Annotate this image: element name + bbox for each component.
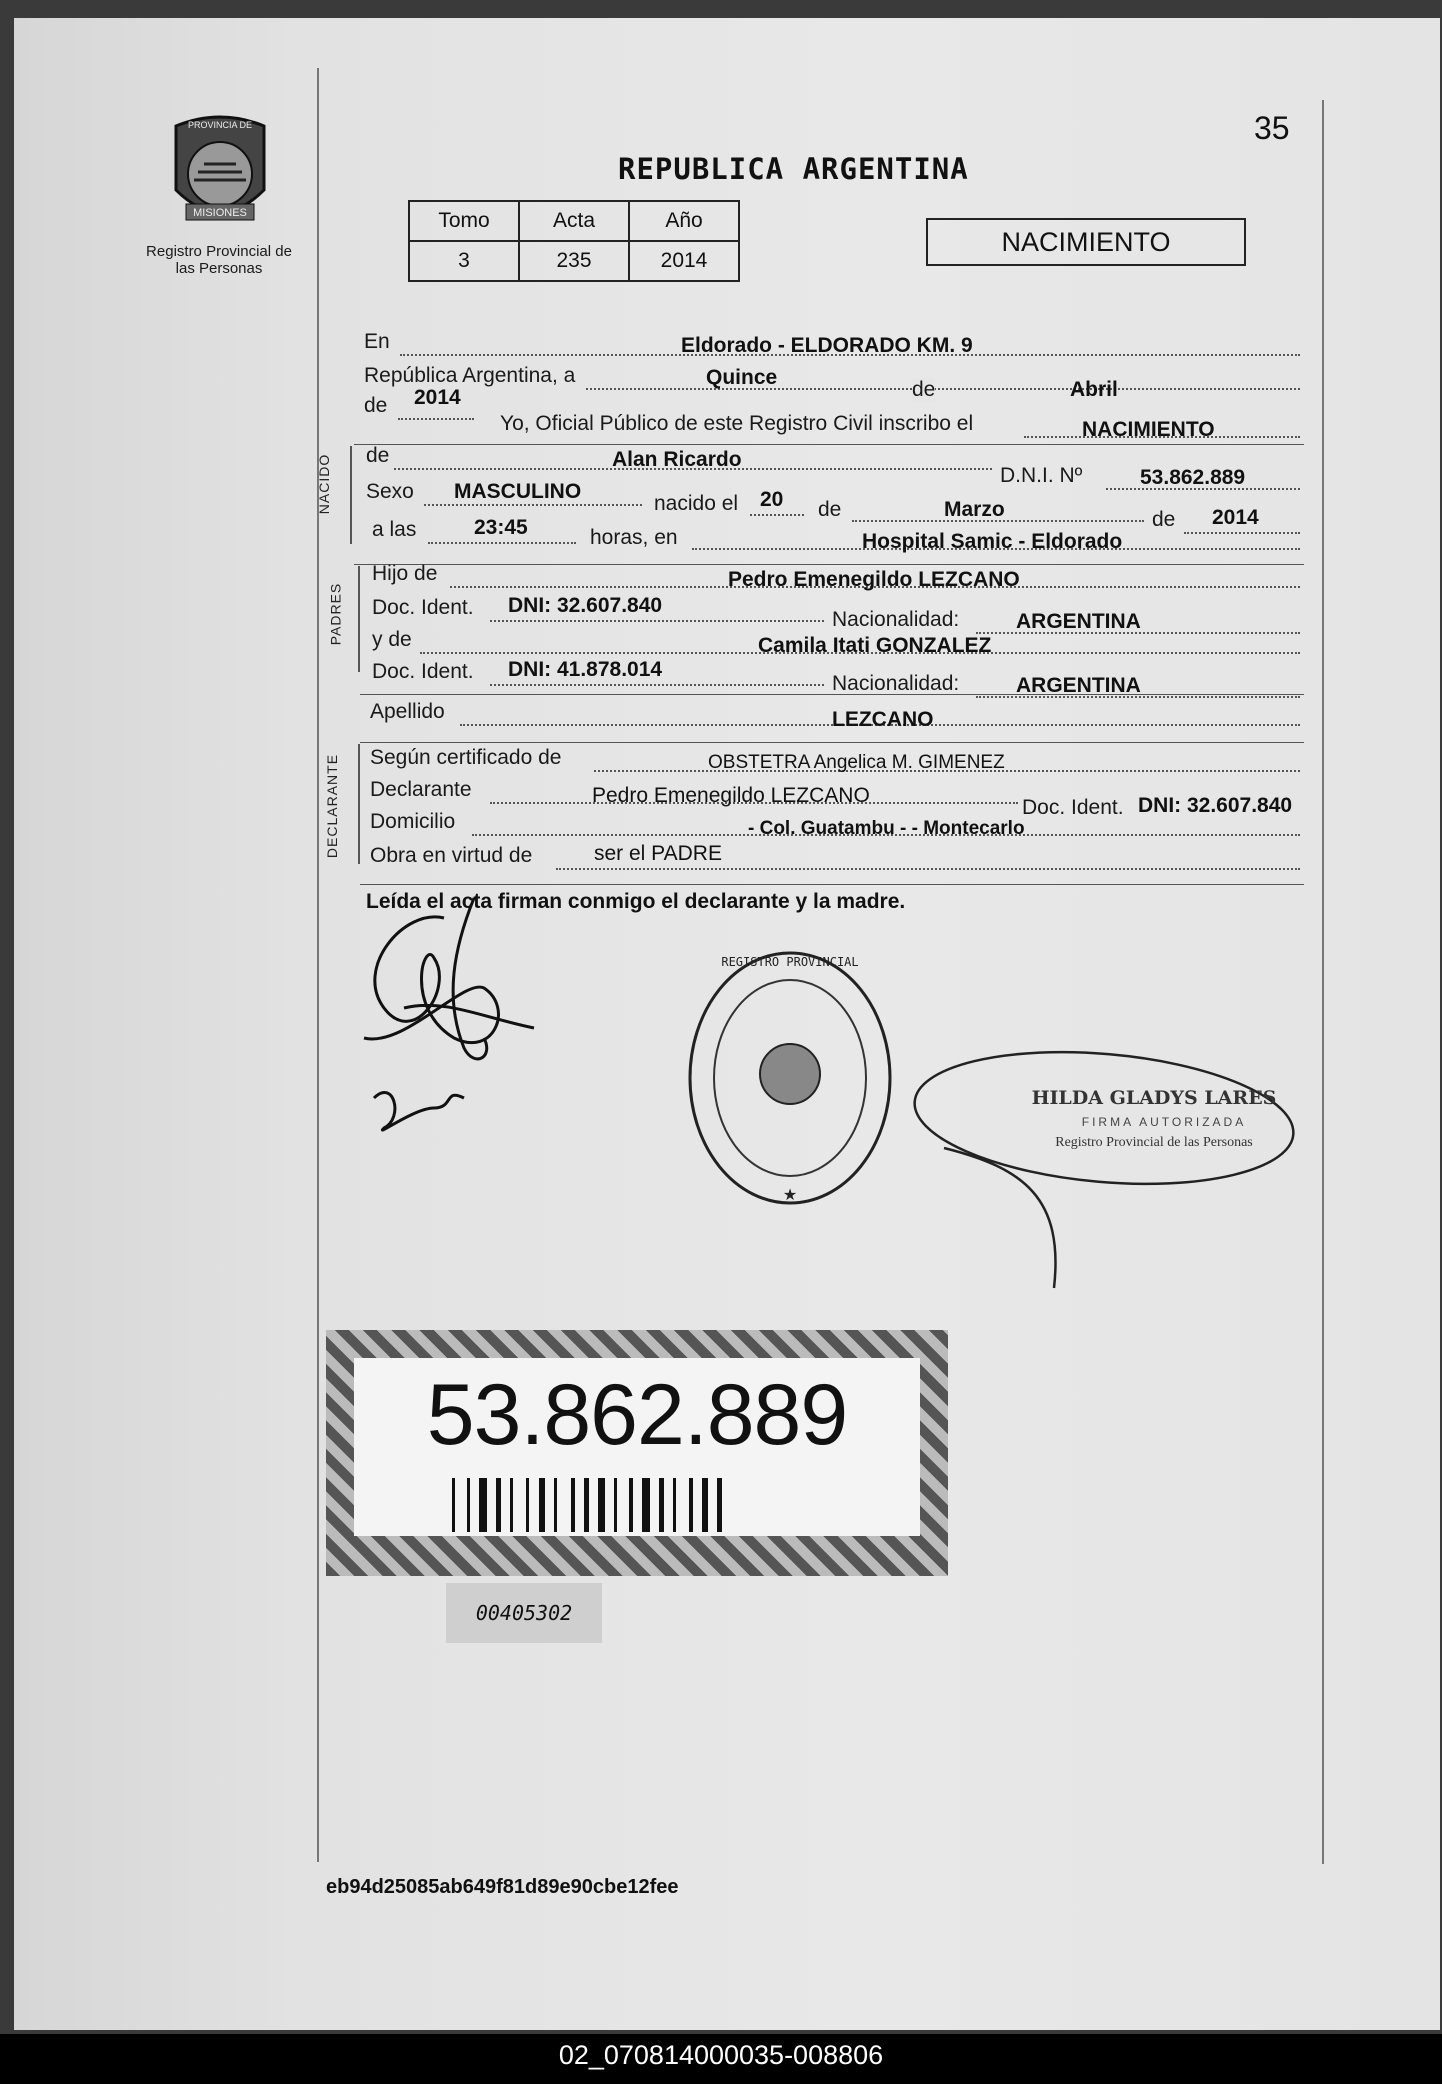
yo-text: Yo, Oficial Público de este Registro Civil inscribo el	[500, 412, 974, 435]
svg-text:Registro Provincial de las Per: Registro Provincial de las Personas	[1055, 1135, 1253, 1150]
sexo-label: Sexo	[366, 480, 414, 503]
intro-place: Eldorado - ELDORADO KM. 9	[681, 334, 973, 357]
mother-nat-label: Nacionalidad:	[832, 672, 960, 695]
hijo-de-label: Hijo de	[372, 562, 438, 585]
left-margin-line	[317, 68, 319, 1862]
mother-doc-label: Doc. Ident.	[372, 660, 474, 683]
closing-statement: Leída el acta firman conmigo el declarante y la madre.	[366, 890, 906, 913]
apellido-label: Apellido	[370, 700, 445, 723]
intro-de2-label: de	[364, 394, 388, 417]
father-name: Pedro Emenegildo LEZCANO	[728, 568, 1020, 591]
svg-text:★: ★	[782, 1187, 798, 1204]
right-margin-line	[1322, 100, 1324, 1864]
birth-de-label-2: de	[1152, 508, 1176, 531]
birth-time: 23:45	[474, 516, 528, 539]
intro-year: 2014	[414, 386, 461, 409]
document-page	[14, 18, 1440, 2030]
padres-side-label: PADRES	[327, 582, 344, 646]
child-sexo: MASCULINO	[454, 480, 582, 503]
father-nat-label: Nacionalidad:	[832, 608, 960, 631]
acta-value: 235	[519, 241, 629, 281]
declarante-label: Declarante	[370, 778, 472, 801]
nacido-de-label: de	[366, 444, 390, 467]
dni-label: D.N.I. Nº	[1000, 464, 1083, 487]
tomo-header: Tomo	[409, 201, 519, 241]
inscription-type: NACIMIENTO	[1082, 418, 1215, 441]
birth-place: Hospital Samic - Eldorado	[862, 530, 1123, 553]
tomo-value: 3	[409, 241, 519, 281]
document-type-box: NACIMIENTO	[926, 218, 1246, 266]
mother-nationality: ARGENTINA	[1016, 674, 1141, 697]
declarante-doc: DNI: 32.607.840	[1138, 794, 1293, 817]
declarante-side-label: DECLARANTE	[324, 753, 341, 859]
father-doc: DNI: 32.607.840	[508, 594, 663, 617]
logo-caption: Registro Provincial de las Personas	[146, 243, 292, 277]
y-de-label: y de	[372, 628, 412, 651]
declarante-value: Pedro Emenegildo LEZCANO	[592, 784, 870, 807]
child-dni: 53.862.889	[1140, 466, 1246, 489]
declarant-signature	[344, 888, 564, 1148]
obra-value: ser el PADRE	[594, 842, 722, 865]
barcode-number: 53.862.889	[426, 1367, 848, 1463]
svg-text:HILDA GLADYS LARES: HILDA GLADYS LARES	[1031, 1087, 1277, 1109]
domicilio-label: Domicilio	[370, 810, 456, 833]
child-name: Alan Ricardo	[612, 448, 742, 471]
misiones-crest-logo	[158, 108, 282, 258]
father-doc-label: Doc. Ident.	[372, 596, 474, 619]
file-identifier-footer: 02_070814000035-008806	[0, 2034, 1442, 2084]
dni-barcode-label	[326, 1330, 948, 1576]
nacido-el-label: nacido el	[654, 492, 739, 515]
svg-text:FIRMA AUTORIZADA: FIRMA AUTORIZADA	[1081, 1115, 1247, 1129]
alas-label: a las	[372, 518, 417, 541]
document-hash: eb94d25085ab649f81d89e90cbe12fee	[326, 1876, 679, 1898]
barcode-bars	[450, 1478, 826, 1532]
page-number: 35	[1254, 110, 1290, 146]
en-label: En	[364, 330, 390, 353]
father-nationality: ARGENTINA	[1016, 610, 1141, 633]
svg-text:MISIONES: MISIONES	[193, 207, 247, 219]
mother-name: Camila Itati GONZALEZ	[758, 634, 992, 657]
horas-label: horas, en	[590, 526, 678, 549]
birth-day: 20	[760, 488, 784, 511]
nacido-side-label: NACIDO	[316, 453, 333, 515]
declarante-doc-label: Doc. Ident.	[1022, 796, 1124, 819]
anio-header: Año	[629, 201, 739, 241]
tomo-acta-anio-table	[408, 200, 740, 282]
country-heading: REPUBLICA ARGENTINA	[618, 152, 969, 186]
birth-year: 2014	[1212, 506, 1259, 529]
republica-label: República Argentina, a	[364, 364, 576, 387]
official-seal-stamp	[684, 928, 1304, 1298]
domicilio-value: - Col. Guatambu - - Montecarlo	[748, 818, 1025, 839]
mother-doc: DNI: 41.878.014	[508, 658, 663, 681]
svg-text:PROVINCIA DE: PROVINCIA DE	[187, 120, 253, 130]
birth-month: Marzo	[944, 498, 1005, 521]
control-stub-number: 00405302	[446, 1583, 602, 1643]
birth-de-label: de	[818, 498, 842, 521]
intro-month: Abril	[1070, 378, 1118, 401]
obra-label: Obra en virtud de	[370, 844, 533, 867]
certificado-value: OBSTETRA Angelica M. GIMENEZ	[708, 752, 1005, 773]
intro-de-label: de	[912, 378, 936, 401]
acta-header: Acta	[519, 201, 629, 241]
certificado-label: Según certificado de	[370, 746, 562, 769]
svg-text:REGISTRO PROVINCIAL: REGISTRO PROVINCIAL	[721, 955, 859, 969]
apellido-value: LEZCANO	[832, 708, 934, 731]
anio-value: 2014	[629, 241, 739, 281]
intro-day-word: Quince	[706, 366, 778, 389]
